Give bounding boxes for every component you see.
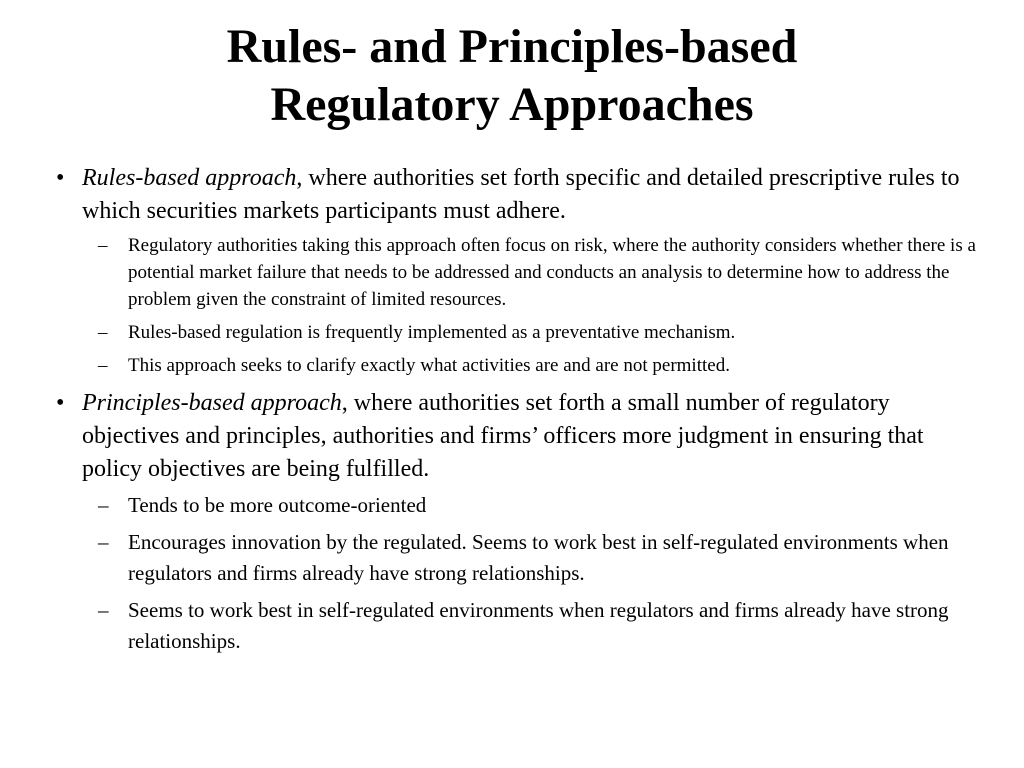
dash-marker: – xyxy=(98,355,108,376)
dash-marker: – xyxy=(98,530,109,554)
sub-bullet-text: Regulatory authorities taking this approach often focus on risk, where the authority considers whether there is a potential market failure that needs to be addressed and conducts an analysis to determine how to address the problem given the constraint of limited resources. xyxy=(128,235,976,310)
title-line-1: Rules- and Principles-based xyxy=(226,20,798,73)
dash-marker: – xyxy=(98,322,108,343)
bullet-text: , where authorities set forth specific and detailed prescriptive rules to which securities markets participants must adhere. xyxy=(82,165,960,224)
sub-bullet xyxy=(48,595,988,657)
bullet-lead-italic: Principles-based approach xyxy=(82,390,342,416)
sub-bullet-text: This approach seeks to clarify exactly what activities are and are not permitted. xyxy=(128,355,730,376)
bullet-marker: • xyxy=(56,390,65,416)
bullet-lead-italic: Rules-based approach xyxy=(82,165,297,191)
bullet-marker: • xyxy=(56,165,65,191)
sub-list-rules-based xyxy=(48,232,988,379)
sub-bullet xyxy=(48,319,988,346)
sub-bullet-text: Tends to be more outcome-oriented xyxy=(128,493,427,517)
sub-bullet xyxy=(48,490,988,521)
dash-marker: – xyxy=(98,493,109,517)
dash-marker: – xyxy=(98,235,108,256)
slide-title xyxy=(40,18,984,134)
bullet-rules-based xyxy=(48,162,988,228)
sub-list-principles-based xyxy=(48,490,988,657)
bullet-principles-based xyxy=(48,387,988,486)
sub-bullet xyxy=(48,352,988,379)
title-line-2: Regulatory Approaches xyxy=(270,78,754,131)
bullet-text: , where authorities set forth a small number of regulatory objectives and principles, authorities and firms’ officers more judgment in ensuring that policy objectives are being fulfilled. xyxy=(82,390,924,482)
slide-body xyxy=(48,162,988,665)
sub-bullet-text: Encourages innovation by the regulated. Seems to work best in self-regulated environments when regulators and firms already have strong relationships. xyxy=(128,530,949,585)
sub-bullet-text: Seems to work best in self-regulated environments when regulators and firms already have strong relationships. xyxy=(128,598,949,653)
sub-bullet xyxy=(48,527,988,589)
sub-bullet-text: Rules-based regulation is frequently implemented as a preventative mechanism. xyxy=(128,322,736,343)
dash-marker: – xyxy=(98,598,109,622)
sub-bullet xyxy=(48,232,988,313)
